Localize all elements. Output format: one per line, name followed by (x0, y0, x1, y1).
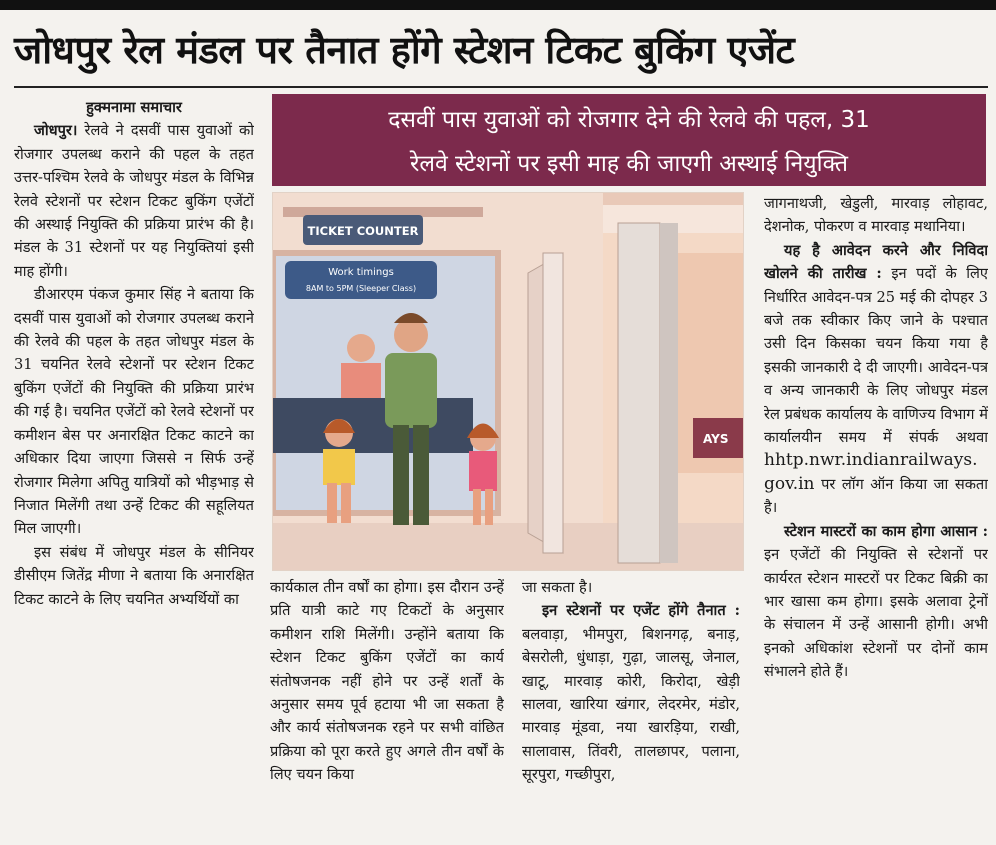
col3-paragraph-1: जा सकता है। (522, 579, 593, 596)
stations-list: बलवाड़ा, भीमपुरा, बिशनगढ़, बनाड़, बेसरोली, धुंधाड़ा, गुढ़ा, जालसू, जेनाल, खाटू, मारवाड़ कोरी, किरोदा, खेड़ी सालवा, खारिया खंगार, लेदरमेर, मंडोर, मारवाड़ मूंडवा, नया खारड़िया, राखी, सालावास, तिंवरी, तालछापर, पलाना, सूरपुरा, गच्छीपुरा, (522, 625, 740, 784)
stations-subhead: इन स्टेशनों पर एजेंट होंगे तैनात : (542, 602, 740, 620)
timings-title: Work timings (328, 267, 394, 278)
article-column-4 (764, 192, 988, 684)
illustration-ticket-counter (272, 192, 744, 571)
col1-paragraph-1: रेलवे ने दसवीं पास युवाओं को रोजगार उपलब्ध कराने की पहल के तहत उत्तर-पश्चिम रेलवे के जोधपुर मंडल के विभिन्न रेलवे स्टेशनों पर स्टेशन टिकट बुकिंग एजेंटों की अस्थाई नियुक्ति की प्रक्रिया प्रारंभ की है। मंडल के 31 स्टेशनों पर यह नियुक्तियां इसी माह होंगी। (14, 122, 254, 280)
col4-paragraph-1: जागनाथजी, खेडुली, मारवाड़ लोहावट, देशनोक, पोकरण व मारवाड़ मथानिया। (764, 195, 988, 236)
top-border (0, 0, 996, 10)
col2-paragraph-1: कार्यकाल तीन वर्षों का होगा। इस दौरान उन्हें प्रति यात्री काटे गए टिकटों के अनुसार कमीशन राशि मिलेंगी। उन्होंने बताया कि स्टेशन टिकट बुकिंग एजेंटों का कार्य संतोषजनक नहीं होने पर उन्हें शर्तों के अनुसार समय पूर्व हटाया भी जा सकता है और कार्य संतोषजनक रहने पर सभी वांछित प्रक्रिया को पूरा करते हुए अगले तीन वर्षों के लिए चयन किया (270, 579, 504, 784)
col4-paragraph-3: इन एजेंटों की नियुक्ति से स्टेशनों पर कार्यरत स्टेशन मास्टरों पर टिकट बिक्री का भार खासा कम होगा। इसके अलावा ट्रेनों के संचालन में उन्हें आसानी होगी। अभी इनको अधिकांश स्टेशनों पर दोनों काम संभालने होते हैं। (764, 546, 988, 681)
subheadline-box (272, 94, 986, 186)
col1-paragraph-2: डीआरएम पंकज कुमार सिंह ने बताया कि दसवीं पास युवाओं को रोजगार उपलब्ध कराने की रेलवे की पहल के तहत जोधपुर मंडल के 31 चयनित रेलवे स्टेशनों पर स्टेशन टिकट बुकिंग एजेंटों की नियुक्ति की प्रक्रिया प्रारंभ की गई है। चयनित एजेंटों को रेलवे स्टेशनों पर कमीशन बेस पर अनारक्षित टिकट काटने का अधिकार दिया जाएगा जिससे न सिर्फ उन्हें रोजगार मिलेगा अपितु यात्रियों को भीड़भाड़ से निजात मिलेंगी तथा उन्हें टिकट की सहूलियत मिल जाएगी। (14, 286, 254, 538)
headline-rule (14, 86, 988, 88)
article-column-2 (270, 576, 504, 787)
counter-sign-text: TICKET COUNTER (307, 224, 419, 238)
article-column-1 (14, 96, 254, 611)
headline: जोधपुर रेल मंडल पर तैनात होंगे स्टेशन टिकट बुकिंग एजेंट (14, 28, 795, 72)
subhead-application-dates: यह है आवेदन करने और निविदा खोलने की तारीख : (764, 241, 988, 283)
col4-paragraph-2b: पर लॉग ऑन किया जा सकता है। (764, 475, 988, 517)
news-source: हुक्मनामा समाचार (86, 99, 182, 116)
timings-hours: 8AM to 5PM (Sleeper Class) (305, 284, 417, 293)
website-url: hhtp.nwr.indianrailways. gov.in (764, 450, 978, 494)
subhead-station-masters: स्टेशन मास्टरों का काम होगा आसान : (784, 522, 988, 540)
dateline: जोधपुर। (34, 122, 78, 140)
subheadline-line-1: दसवीं पास युवाओं को रोजगार देने की रेलवे की पहल, 31 (388, 107, 870, 133)
col4-paragraph-2: इन पदों के लिए निर्धारित आवेदन-पत्र 25 मई की दोपहर 3 बजे तक स्वीकार किए जाने के पश्चात उसी दिन किसका चयन किया गया है इसकी जानकारी दे दी जाएगी। आवेदन-पत्र व अन्य जानकारी के लिए जोधपुर मंडल रेल प्रबंधक कार्यालय के वाणिज्य विभाग में कार्यालयीन समय में संपर्क अथवा (764, 265, 988, 447)
col1-paragraph-3: इस संबंध में जोधपुर मंडल के सीनियर डीसीएम जितेंद्र मीणा ने बताया कि अनारक्षित टिकट काटने के लिए चयनित अभ्यर्थियों का (14, 543, 254, 608)
train-text: AYS (703, 432, 729, 446)
article-column-3 (522, 576, 740, 787)
subheadline-line-2: रेलवे स्टेशनों पर इसी माह की जाएगी अस्थाई नियुक्ति (409, 151, 849, 177)
